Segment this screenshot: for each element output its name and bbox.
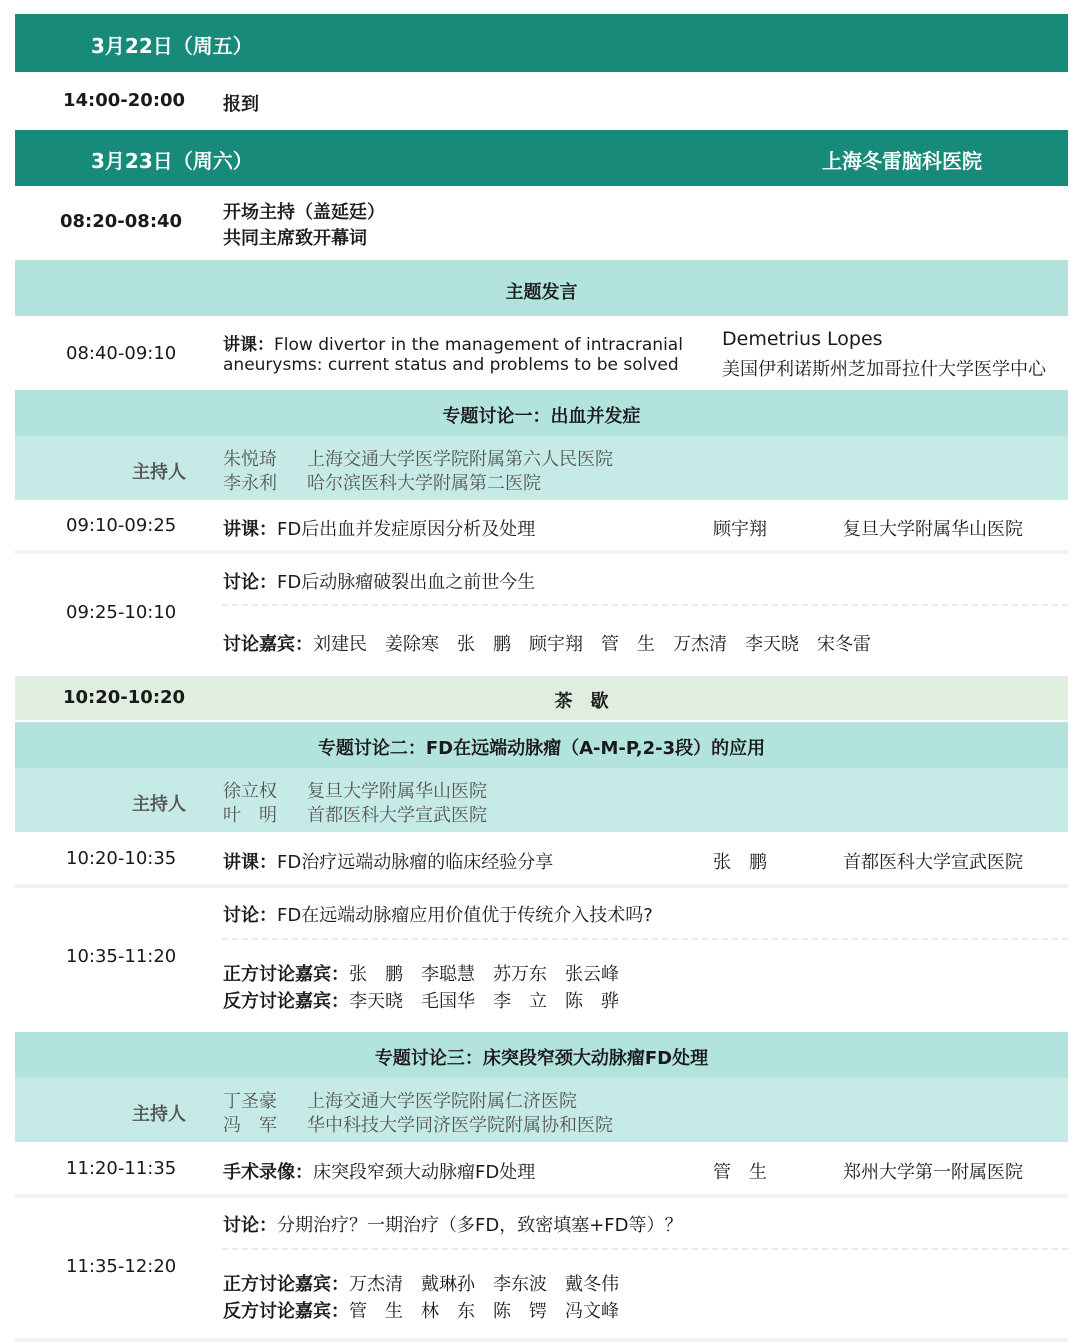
guest-name: 李东波 (493, 1274, 547, 1295)
topic3-host-2-name: 冯 军 (223, 1115, 277, 1136)
guest-name: 张 鹏 (457, 634, 511, 655)
topic1-lecture-speaker: 顾宇翔 (713, 519, 767, 540)
guest-name: 宋冬雷 (817, 634, 871, 655)
topic3-video-title: 床突段窄颈大动脉瘤FD处理 (313, 1162, 536, 1183)
topic3-discussion-prefix: 讨论： (223, 1215, 277, 1236)
checkin-title: 报到 (223, 94, 259, 115)
topic2-host-1-name: 徐立权 (223, 781, 277, 802)
topic1-host-1-name: 朱悦琦 (223, 449, 277, 470)
guest-name: 管 生 (601, 634, 655, 655)
topic3-pro-label: 正方讨论嘉宾： (223, 1274, 349, 1295)
topic2-lecture-speaker: 张 鹏 (713, 852, 767, 873)
day2-date: 3月23日（周六） (91, 149, 253, 173)
dashed-divider (222, 604, 1068, 606)
topic3-con-label: 反方讨论嘉宾： (223, 1301, 349, 1322)
topic2-pro-line (223, 960, 619, 986)
guest-name: 戴琳孙 (421, 1274, 475, 1295)
topic2-hosts-row (15, 768, 1068, 832)
guest-name: 顾宇翔 (529, 634, 583, 655)
topic2-host-2-name: 叶 明 (223, 805, 277, 826)
topic3-discussion-row (15, 1198, 1068, 1338)
opening-line-1: 开场主持（盖延廷） (223, 202, 385, 223)
guest-name: 毛国华 (421, 991, 475, 1012)
topic3-pro-line (223, 1270, 619, 1296)
topic1-discussion-prefix: 讨论： (223, 572, 277, 593)
day2-header (15, 130, 1068, 186)
topic3-video-title-line (223, 1158, 535, 1184)
topic2-lecture-title: FD治疗远端动脉瘤的临床经验分享 (277, 852, 554, 873)
guest-name: 李天晓 (349, 991, 403, 1012)
topic1-host-1-inst: 上海交通大学医学院附属第六人民医院 (307, 449, 613, 470)
tea-break-row (15, 676, 1068, 720)
keynote-title-1: Flow divertor in the management of intracranial (274, 335, 683, 355)
topic2-section-title: 专题讨论二：FD在远端动脉瘤（A-M-P,2-3段）的应用 (317, 738, 766, 759)
guest-name: 万杰清 (349, 1274, 403, 1295)
topic1-section-header (15, 390, 1068, 436)
guest-name: 李聪慧 (421, 964, 475, 985)
topic1-guests-line (223, 630, 871, 656)
topic3-video-inst: 郑州大学第一附属医院 (843, 1162, 1023, 1183)
keynote-time: 08:40-09:10 (66, 343, 177, 364)
topic2-discussion-title: FD在远端动脉瘤应用价值优于传统介入技术吗? (277, 905, 653, 926)
topic3-discussion-time: 11:35-12:20 (66, 1256, 177, 1277)
topic3-video-time: 11:20-11:35 (66, 1158, 177, 1179)
day1-header (15, 14, 1068, 72)
topic2-pro-label: 正方讨论嘉宾： (223, 964, 349, 985)
guest-name: 冯文峰 (565, 1301, 619, 1322)
keynote-section-title: 主题发言 (505, 282, 578, 303)
guest-name: 苏万东 (493, 964, 547, 985)
topic1-discussion-row (15, 554, 1068, 670)
checkin-row (15, 72, 1068, 128)
keynote-row (15, 318, 1068, 388)
topic3-host-1-inst: 上海交通大学医学院附属仁济医院 (307, 1091, 577, 1112)
guest-name: 万杰清 (673, 634, 727, 655)
keynote-title-line-2: aneurysms: current status and problems to be solved (223, 355, 679, 375)
topic3-video-speaker: 管 生 (713, 1162, 767, 1183)
topic1-lecture-title-line (223, 515, 535, 541)
guest-name: 张云峰 (565, 964, 619, 985)
day1-date: 3月22日（周五） (91, 34, 253, 58)
checkin-time: 14:00-20:00 (63, 90, 186, 111)
topic3-hosts-row (15, 1078, 1068, 1142)
keynote-prefix: 讲课： (223, 335, 274, 355)
opening-time: 08:20-08:40 (60, 211, 183, 232)
topic2-discussion-prefix: 讨论： (223, 905, 277, 926)
topic1-discussion-title-line (223, 568, 535, 594)
topic3-section-title: 专题讨论三：床突段窄颈大动脉瘤FD处理 (374, 1048, 709, 1069)
topic3-section-header (15, 1032, 1068, 1078)
topic3-con-line (223, 1297, 619, 1323)
topic3-host-label: 主持人 (132, 1104, 186, 1125)
guest-name: 李天晓 (745, 634, 799, 655)
opening-line-2: 共同主席致开幕词 (223, 228, 367, 249)
topic2-lecture-row (15, 834, 1068, 884)
day2-venue: 上海冬雷脑科医院 (822, 149, 982, 173)
tea-break-time: 10:20-10:20 (63, 687, 186, 708)
topic1-discussion-time: 09:25-10:10 (66, 602, 177, 623)
topic1-lecture-row (15, 500, 1068, 550)
topic3-host-1-name: 丁圣豪 (223, 1091, 277, 1112)
topic1-host-2-name: 李永利 (223, 473, 277, 494)
topic1-host-label: 主持人 (132, 462, 186, 483)
topic1-hosts-row (15, 436, 1068, 500)
topic1-lecture-title: FD后出血并发症原因分析及处理 (277, 519, 536, 540)
keynote-speaker: Demetrius Lopes (722, 328, 883, 350)
guest-name: 陈 锷 (493, 1301, 547, 1322)
topic1-host-2-inst: 哈尔滨医科大学附属第二医院 (307, 473, 541, 494)
guest-name: 林 东 (421, 1301, 475, 1322)
topic2-section-header (15, 722, 1068, 768)
topic3-video-prefix: 手术录像： (223, 1162, 313, 1183)
topic1-lecture-inst: 复旦大学附属华山医院 (843, 519, 1023, 540)
opening-row (15, 186, 1068, 258)
topic2-lecture-inst: 首都医科大学宣武医院 (843, 852, 1023, 873)
keynote-section-header (15, 260, 1068, 316)
topic2-discussion-time: 10:35-11:20 (66, 946, 177, 967)
dashed-divider (222, 938, 1068, 940)
topic2-host-label: 主持人 (132, 794, 186, 815)
topic2-lecture-time: 10:20-10:35 (66, 848, 177, 869)
guest-name: 管 生 (349, 1301, 403, 1322)
topic2-con-line (223, 987, 619, 1013)
topic1-section-title: 专题讨论一：出血并发症 (442, 406, 641, 427)
topic2-lecture-prefix: 讲课： (223, 852, 277, 873)
topic2-host-2-inst: 首都医科大学宣武医院 (307, 805, 487, 826)
guest-name: 张 鹏 (349, 964, 403, 985)
topic3-video-row (15, 1144, 1068, 1194)
topic3-discussion-title-line (223, 1211, 683, 1237)
topic1-discussion-title: FD后动脉瘤破裂出血之前世今生 (277, 572, 536, 593)
keynote-institution: 美国伊利诺斯州芝加哥拉什大学医学中心 (722, 359, 1046, 380)
topic2-discussion-title-line (223, 901, 653, 927)
guest-name: 李 立 (493, 991, 547, 1012)
topic3-discussion-title: 分期治疗？一期治疗（多FD，致密填塞+FD等）？ (277, 1215, 683, 1236)
topic1-lecture-prefix: 讲课： (223, 519, 277, 540)
topic2-host-1-inst: 复旦大学附属华山医院 (307, 781, 487, 802)
guest-name: 刘建民 (313, 634, 367, 655)
topic1-lecture-time: 09:10-09:25 (66, 515, 177, 536)
topic2-lecture-title-line (223, 848, 553, 874)
keynote-title-line-1 (223, 330, 683, 355)
tea-break-title: 茶 歇 (554, 691, 609, 712)
dashed-divider (222, 1248, 1068, 1250)
topic1-guests-label: 讨论嘉宾： (223, 634, 313, 655)
topic3-host-2-inst: 华中科技大学同济医学院附属协和医院 (307, 1115, 613, 1136)
separator (15, 1338, 1068, 1342)
topic2-con-label: 反方讨论嘉宾： (223, 991, 349, 1012)
guest-name: 姜除寒 (385, 634, 439, 655)
topic2-discussion-row (15, 888, 1068, 1028)
guest-name: 戴冬伟 (565, 1274, 619, 1295)
guest-name: 陈 骅 (565, 991, 619, 1012)
